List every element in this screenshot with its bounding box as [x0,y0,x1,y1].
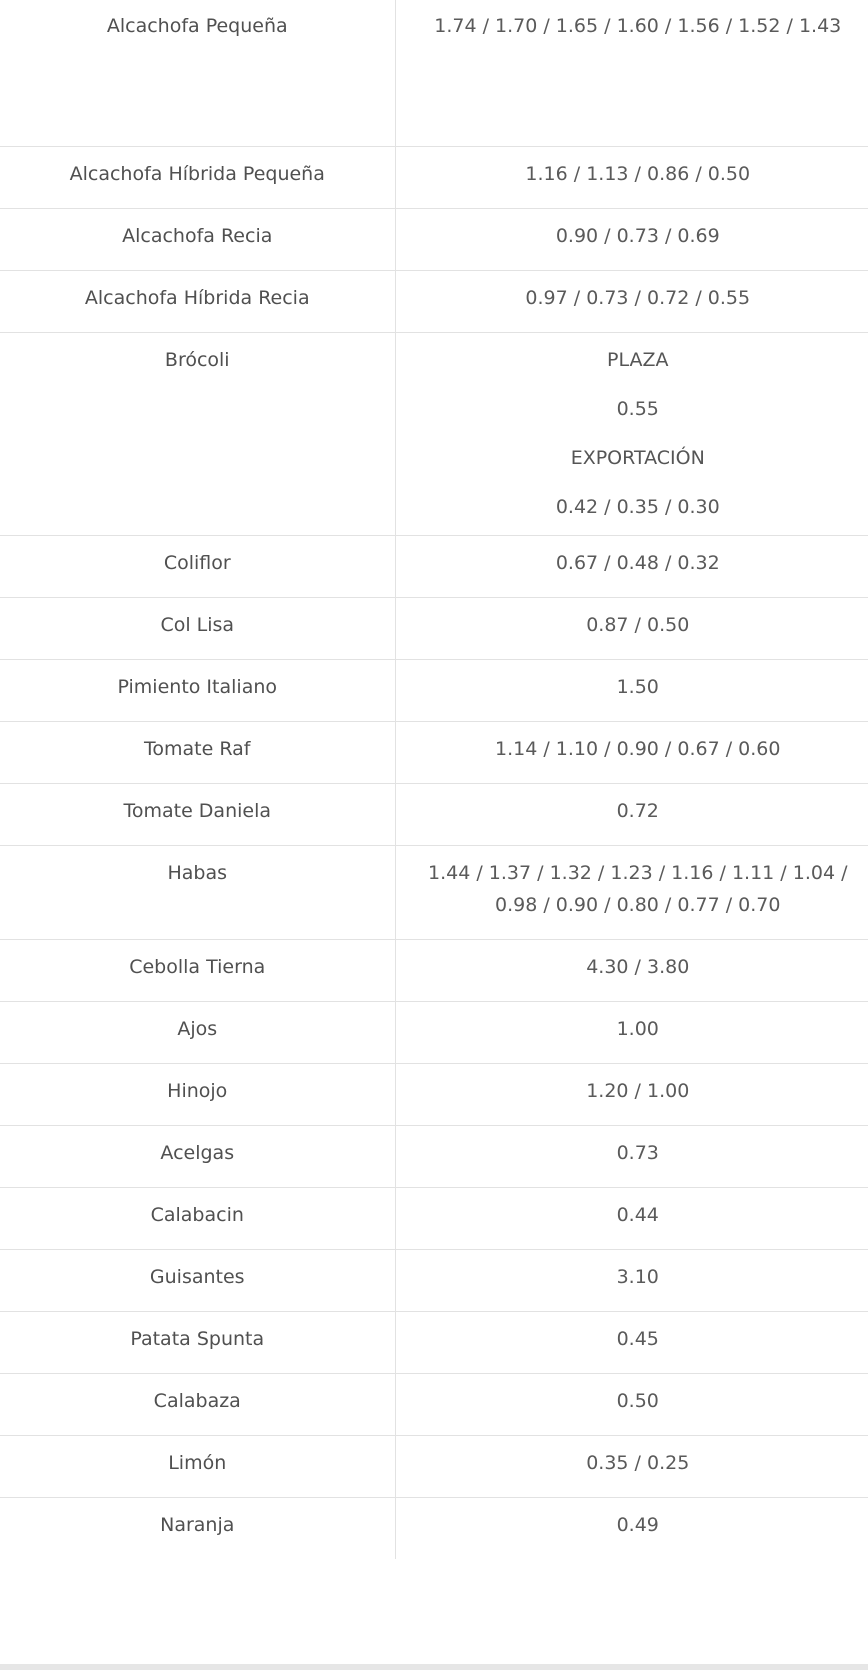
product-name: Hinojo [0,1064,395,1126]
plaza-label: PLAZA [607,349,669,371]
table-row [0,536,868,598]
table-row [0,1374,868,1436]
product-price: 1.44 / 1.37 / 1.32 / 1.23 / 1.16 / 1.11 / 1.04 / 0.98 / 0.90 / 0.80 / 0.77 / 0.70 [395,846,868,940]
product-name: Alcachofa Recia [0,209,395,271]
product-price: 1.50 [395,660,868,722]
table-row [0,1498,868,1560]
table-row [0,1064,868,1126]
table-row [0,598,868,660]
product-price: 1.74 / 1.70 / 1.65 / 1.60 / 1.56 / 1.52 / 1.43 [395,0,868,147]
product-name: Limón [0,1436,395,1498]
product-price: 1.14 / 1.10 / 0.90 / 0.67 / 0.60 [395,722,868,784]
product-name: Naranja [0,1498,395,1560]
export-price: 0.42 / 0.35 / 0.30 [555,496,720,518]
product-price: 0.50 [395,1374,868,1436]
product-price: 0.87 / 0.50 [395,598,868,660]
product-name: Calabacin [0,1188,395,1250]
product-name: Tomate Daniela [0,784,395,846]
product-name: Alcachofa Híbrida Recia [0,271,395,333]
product-price: 0.97 / 0.73 / 0.72 / 0.55 [395,271,868,333]
product-name: Tomate Raf [0,722,395,784]
table-row [0,333,868,536]
product-price: 0.49 [616,1514,659,1536]
table-row [0,846,868,940]
product-price: 0.72 [395,784,868,846]
table-row [0,1312,868,1374]
product-price: 0.73 [395,1126,868,1188]
table-row [0,1002,868,1064]
product-name: Ajos [0,1002,395,1064]
table-row [0,660,868,722]
table-row [0,0,868,147]
product-name: Brócoli [0,333,395,536]
product-price: 0.44 [395,1188,868,1250]
plaza-price: 0.55 [616,398,659,420]
export-label: EXPORTACIÓN [570,447,705,469]
product-price: 0.35 / 0.25 [395,1436,868,1498]
product-price: 3.10 [395,1250,868,1312]
table-row [0,1436,868,1498]
table-row [0,1126,868,1188]
table-row [0,722,868,784]
product-name: Alcachofa Pequeña [0,0,395,147]
product-price: 1.00 [395,1002,868,1064]
product-price: 0.67 / 0.48 / 0.32 [395,536,868,598]
product-price: 0.45 [395,1312,868,1374]
product-price: 1.16 / 1.13 / 0.86 / 0.50 [395,147,868,209]
table-row [0,940,868,1002]
table-row [0,209,868,271]
product-name: Habas [0,846,395,940]
product-price: 4.30 / 3.80 [395,940,868,1002]
product-name: Calabaza [0,1374,395,1436]
table-row [0,147,868,209]
table-row [0,1250,868,1312]
product-name: Patata Spunta [0,1312,395,1374]
product-name: Acelgas [0,1126,395,1188]
product-name: Col Lisa [0,598,395,660]
product-name: Coliflor [0,536,395,598]
product-name: Cebolla Tierna [0,940,395,1002]
table-row [0,1188,868,1250]
product-name: Alcachofa Híbrida Pequeña [0,147,395,209]
product-name: Guisantes [0,1250,395,1312]
product-price-group [395,333,868,536]
table-row [0,271,868,333]
product-name: Pimiento Italiano [0,660,395,722]
table-row [0,784,868,846]
product-price: 1.20 / 1.00 [395,1064,868,1126]
product-price: 0.90 / 0.73 / 0.69 [395,209,868,271]
table-bottom-border [0,1664,868,1670]
